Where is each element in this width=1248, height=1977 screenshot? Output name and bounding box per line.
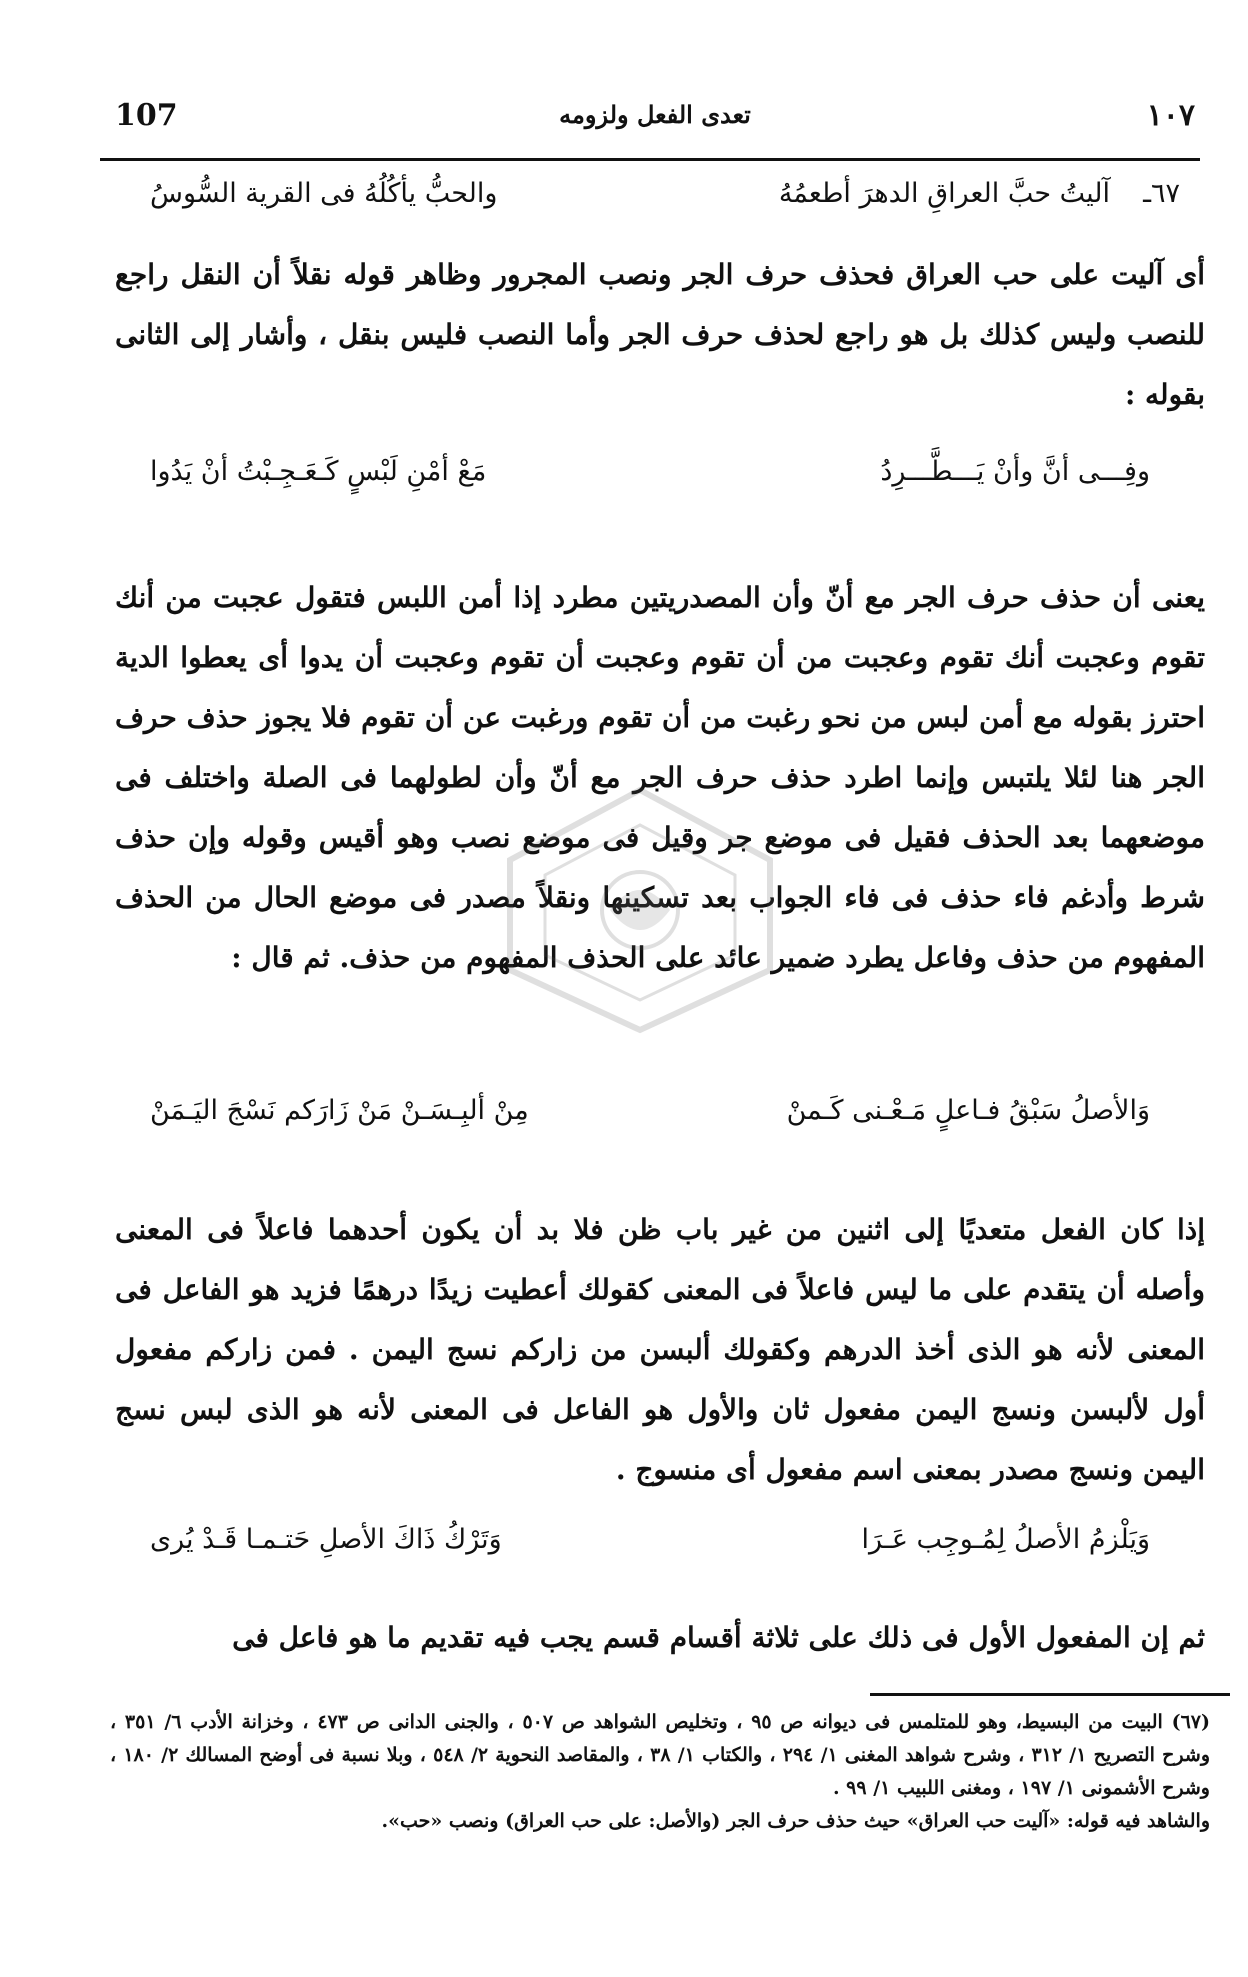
verse-number: ٦٧ـ: [1143, 178, 1180, 209]
footnote-shahid: والشاهد فيه قوله: «آليت حب العراق» حيث حذف حرف الجر (والأصل: على حب العراق) ونصب «حب».: [381, 1810, 1210, 1832]
verse-hemistich-second: والحبُّ يأكُلُهُ فى القرية السُّوسُ: [150, 178, 498, 209]
running-title: تعدى الفعل ولزومه: [559, 100, 751, 129]
verse-alfiya-1: [150, 456, 1180, 514]
paragraph-4: ثم إن المفعول الأول فى ذلك على ثلاثة أقسام قسم يجب فيه تقديم ما هو فاعل فى: [232, 1621, 1205, 1654]
verse-hemistich-first: وَالأصلُ سَبْقُ فـاعلٍ مَـعْـنى كَـمنْ: [786, 1095, 1150, 1126]
footnote-rule: [870, 1693, 1230, 1696]
verse-67: [150, 178, 1180, 236]
paragraph-2: يعنى أن حذف حرف الجر مع أنّ وأن المصدريتين مطرد إذا أمن اللبس فتقول عجبت من أنك تقوم وعجبت أنك تقوم وعجبت من أن تقوم وعجبت أن تقوم وعجبت أن يدوا أى يعطوا الدية احترز بقوله مع أمن لبس من نحو رغبت من أن تقوم ورغبت عن أن تقوم فلا يجوز حذف حرف الجر هنا لئلا يلتبس وإنما اطرد حذف حرف الجر مع أنّ وأن لطولهما فى الصلة واختلف فى موضعهما بعد الحذف فقيل فى موضع جر وقيل فى موضع نصب وهو أقيس وقوله وإن حذف شرط وأدغم فاء حذف فى فاء الجواب بعد تسكينها ونقلاً مصدر فى موضع الحال من الحذف المفهوم من حذف وفاعل يطرد ضمير عائد على الحذف المفهوم من حذف. ثم قال :: [115, 581, 1205, 974]
verse-alfiya-2: [150, 1095, 1180, 1153]
page-number-latin: 107: [115, 98, 178, 133]
verse-hemistich-second: مَعْ أمْنِ لَبْسٍ كَـعَـجِـبْتُ أنْ يَدُوا: [150, 456, 487, 487]
page-number-arabic: ١٠٧: [1146, 98, 1195, 133]
footnotes: [110, 1706, 1210, 1838]
footnote-67: (٦٧) البيت من البسيط، وهو للمتلمس فى ديوانه ص ٩٥ ، وتخليص الشواهد ص ٥٠٧ ، والجنى الدانى ص ٤٧٣ ، وخزانة الأدب ٦/ ٣٥١ ، وشرح التصريح ١/ ٣١٢ ، وشرح شواهد المغنى ١/ ٢٩٤ ، والكتاب ١/ ٣٨ ، والمقاصد النحوية ٢/ ٥٤٨ ، وبلا نسبة فى أوضح المسالك ٢/ ١٨٠ ، وشرح الأشمونى ١/ ١٩٧ ، ومغنى اللبيب ١/ ٩٩ .: [110, 1711, 1210, 1799]
page-header: [115, 98, 1195, 144]
header-rule: [100, 158, 1200, 161]
verse-hemistich-first: وَيَلْزمُ الأصلُ لِمُـوجِب عَـرَا: [861, 1524, 1150, 1555]
paragraph-1: أى آليت على حب العراق فحذف حرف الجر ونصب المجرور وظاهر قوله نقلاً أن النقل راجع للنصب وليس كذلك بل هو راجع لحذف حرف الجر وأما النصب فليس بنقل ، وأشار إلى الثانى بقوله :: [115, 258, 1205, 411]
verse-hemistich-second: مِنْ ألبِـسَـنْ مَنْ زَارَكم نَسْجَ اليَـمَنْ: [150, 1095, 529, 1126]
verse-hemistich-second: وَتَرْكُ ذَاكَ الأصلِ حَتـمـا قَـدْ يُرى: [150, 1524, 502, 1555]
verse-hemistich-first: وفِـــى أنَّ وأنْ يَـــطَّـــرِدُ: [880, 456, 1150, 487]
verse-alfiya-3: [150, 1524, 1180, 1582]
verse-hemistich-first: آليتُ حبَّ العراقِ الدهرَ أطعمُهُ: [778, 178, 1110, 209]
paragraph-3: إذا كان الفعل متعديًا إلى اثنين من غير باب ظن فلا بد أن يكون أحدهما فاعلاً فى المعنى وأصله أن يتقدم على ما ليس فاعلاً فى المعنى كقولك أعطيت زيدًا درهمًا فزيد هو الفاعل فى المعنى لأنه هو الذى أخذ الدرهم وكقولك ألبسن من زاركم نسج اليمن . فمن زاركم مفعول أول لألبسن ونسج اليمن مفعول ثان والأول هو الفاعل فى المعنى لأنه هو الذى لبس نسج اليمن ونسج مصدر بمعنى اسم مفعول أى منسوج .: [115, 1213, 1205, 1486]
